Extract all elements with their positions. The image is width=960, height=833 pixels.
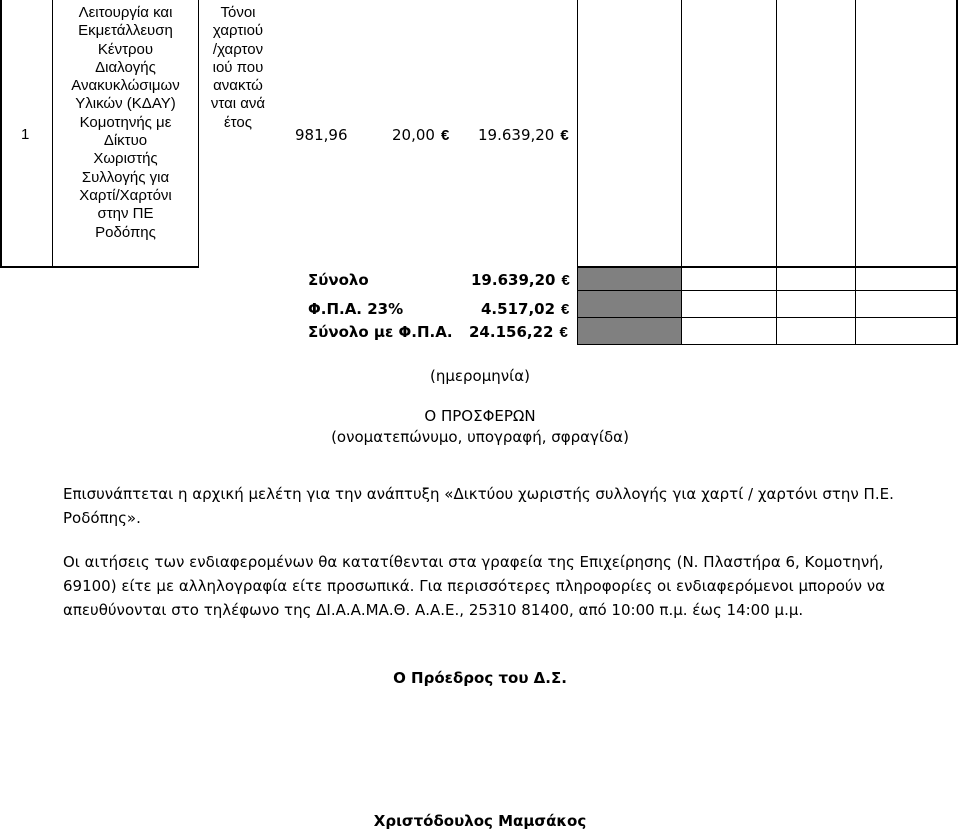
euro-icon: € xyxy=(561,272,570,289)
president-title: Ο Πρόεδρος του Δ.Σ. xyxy=(393,669,567,687)
row-unit-price xyxy=(392,126,449,144)
grand-total-label: Σύνολο με Φ.Π.Α. xyxy=(308,323,453,341)
row-description-line: Χωριστής xyxy=(93,150,158,168)
table-divider-7 xyxy=(776,0,777,345)
row-description-line: Διαλογής xyxy=(95,58,156,76)
row-unit xyxy=(199,4,277,132)
summary-line-3 xyxy=(577,344,958,345)
summary-shade-3 xyxy=(578,318,681,344)
row-unit-line: ιού που xyxy=(212,58,264,76)
subtotal-label: Σύνολο xyxy=(308,271,369,289)
row-description-line: Ανακυκλώσιμων xyxy=(71,77,180,95)
vat-value xyxy=(481,300,569,318)
table-divider-8 xyxy=(855,0,856,345)
row-unit-line: νται ανά xyxy=(210,95,266,113)
row-description xyxy=(53,4,198,242)
table-border-left xyxy=(0,0,2,266)
row-unit-line: /χαρτον xyxy=(212,40,264,58)
row-description-line: Συλλογής για xyxy=(81,168,170,186)
bidder-label: Ο ΠΡΟΣΦΕΡΩΝ xyxy=(424,407,536,425)
row-description-line: στην ΠΕ xyxy=(97,205,154,223)
euro-icon: € xyxy=(560,127,569,144)
table-border-right xyxy=(956,0,958,345)
attachment-paragraph: Επισυνάπτεται η αρχική μελέτη για την ανάπτυξη «Δικτύου χωριστής συλλογής για χαρτί / χαρτόνι στην Π.Ε. Ροδόπης». xyxy=(63,485,894,527)
summary-shade-2 xyxy=(578,291,681,317)
row-unit-line: ανακτώ xyxy=(213,77,263,95)
row-description-line: Ροδόπης xyxy=(95,223,156,241)
row-total-value: 19.639,20 xyxy=(478,126,555,144)
bidder-hint: (ονοματεπώνυμο, υπογραφή, σφραγίδα) xyxy=(331,428,629,446)
grand-total-value xyxy=(469,323,568,341)
grand-total-amount: 24.156,22 xyxy=(469,323,554,341)
row-unit-line: χαρτιού xyxy=(212,22,264,40)
row-quantity: 981,96 xyxy=(295,126,348,144)
row-description-line: Εκμετάλλευση xyxy=(78,22,173,40)
date-label: (ημερομηνία) xyxy=(430,367,530,385)
president-name: Χριστόδουλος Μαμσάκος xyxy=(373,812,587,830)
vat-label: Φ.Π.Α. 23% xyxy=(308,300,404,318)
table-row-bottom-left xyxy=(0,266,199,268)
row-description-line: Δίκτυο xyxy=(103,132,148,150)
row-description-line: Χαρτί/Χαρτόνι xyxy=(79,186,172,204)
table-divider-6 xyxy=(681,0,682,345)
vat-amount: 4.517,02 xyxy=(481,300,556,318)
summary-shade-1 xyxy=(578,268,681,290)
row-unit-line: Τόνοι xyxy=(220,4,256,21)
euro-icon: € xyxy=(561,301,570,318)
row-description-line: Κομοτηνής με xyxy=(79,113,172,131)
row-description-line: Υλικών (ΚΔΑΥ) xyxy=(75,95,176,113)
row-total xyxy=(478,126,569,144)
row-unit-line: έτος xyxy=(224,113,252,131)
row-unit-price-value: 20,00 xyxy=(392,126,435,144)
row-index: 1 xyxy=(21,126,30,143)
subtotal-amount: 19.639,20 xyxy=(471,271,556,289)
subtotal-value xyxy=(471,271,570,289)
row-description-line: Λειτουργία και xyxy=(78,4,173,21)
submission-paragraph: Οι αιτήσεις των ενδιαφερομένων θα κατατίθενται στα γραφεία της Επιχείρησης (Ν. Πλαστήρα 6, Κομοτηνή, 69100) είτε με αλληλογραφία είτε προσωπικά. Για περισσότερες πληροφορίες οι ενδιαφερόμενοι μπορούν να απευθύνονται στο τηλέφωνο της ΔΙ.Α.Α.ΜΑ.Θ. Α.Α.Ε., 25310 81400, από 10:00 π.μ. έως 14:00 μ.μ. xyxy=(63,553,885,619)
row-description-line: Κέντρου xyxy=(97,40,154,58)
euro-icon: € xyxy=(559,324,568,341)
euro-icon: € xyxy=(440,127,450,144)
